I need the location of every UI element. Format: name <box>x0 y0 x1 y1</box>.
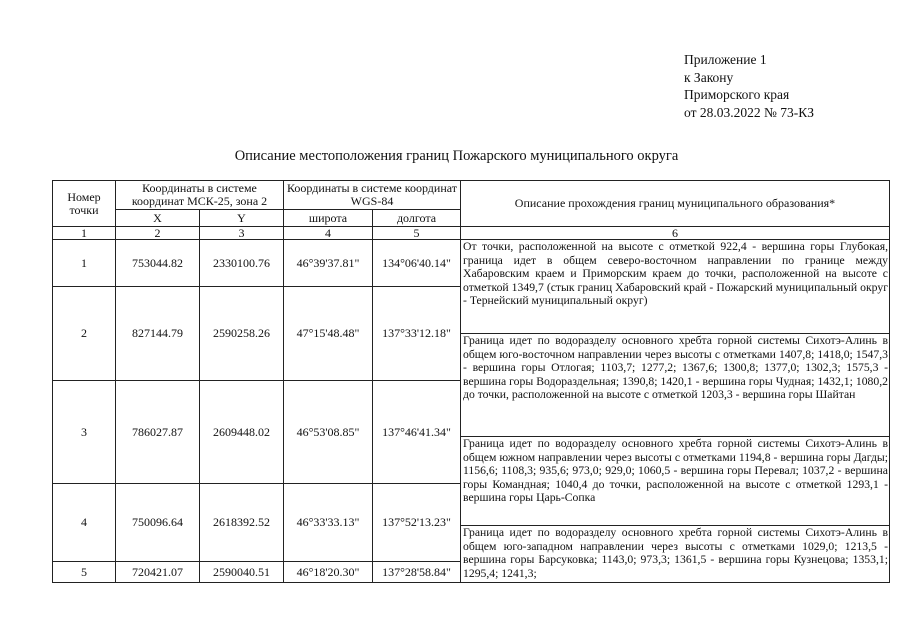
row-5-x: 720421.07 <box>115 561 200 583</box>
boundary-description-4 <box>460 525 890 583</box>
row-4-x: 750096.64 <box>115 483 200 562</box>
boundary-description-3 <box>460 436 890 526</box>
boundary-description-3-text: Граница идет по водоразделу основного хребта горной системы Сихотэ-Алинь в общем южном направлении через высоты с отметками 1194,8 - вершина горы Дагды; 1156,6; 1108,3; 935,6; 973,0; 929,0; 1060,5 - вершина горы Перевал; 1037,2 - вершина горы Командная; 1040,4 до точки, расположенной на высоте с отметкой 1293,1 - вершина горы Царь-Сопка <box>463 437 888 504</box>
row-5-longitude: 137°28'58.84" <box>372 561 461 583</box>
header-longitude: долгота <box>372 209 461 227</box>
boundary-description-2 <box>460 333 890 437</box>
row-2-x: 827144.79 <box>115 286 200 381</box>
row-3-longitude: 137°46'41.34" <box>372 380 461 484</box>
boundary-description-2-text: Граница идет по водоразделу основного хребта горной системы Сихотэ-Алинь в общем юго-восточном направлении через высоты с отметками 1407,8; 1418,0; 1547,3 - вершина горы Отлогая; 1103,7; 1277,2; 1367,6; 1300,8; 1377,0; 1302,3; 1575,3 - вершина горы Водораздельная; 1390,8; 1420,1 - вершина горы Чудная; 1432,1; 1080,2 до точки, расположенной на высоте с отметкой 1203,3 - вершина горы Шайтан <box>463 334 888 401</box>
header-number: Номер точки <box>52 180 116 227</box>
header-wgs-group: Координаты в системе координат WGS-84 <box>283 180 461 210</box>
header-y: Y <box>199 209 284 227</box>
row-2-y: 2590258.26 <box>199 286 284 381</box>
row-3-y: 2609448.02 <box>199 380 284 484</box>
column-number-2: 2 <box>115 226 200 240</box>
row-4-longitude: 137°52'13.23" <box>372 483 461 562</box>
row-1-longitude: 134°06'40.14" <box>372 239 461 287</box>
row-5-latitude: 46°18'20.30" <box>283 561 373 583</box>
row-2-number: 2 <box>52 286 116 381</box>
header-latitude: широта <box>283 209 373 227</box>
header-x: X <box>115 209 200 227</box>
row-5-number: 5 <box>52 561 116 583</box>
row-5-y: 2590040.51 <box>199 561 284 583</box>
annex-block <box>684 51 814 121</box>
annex-line-3: Приморского края <box>684 87 790 102</box>
boundary-description-4-text: Граница идет по водоразделу основного хребта горной системы Сихотэ-Алинь в общем юго-западном направлении через высоты с отметками 1029,0; 1213,5 - вершина горы Барсуковка; 1143,0; 973,3; 1361,5 - вершина горы Кузнецова; 1353,1; 1295,4; 1241,3; <box>463 526 888 580</box>
row-1-y: 2330100.76 <box>199 239 284 287</box>
row-4-latitude: 46°33'33.13" <box>283 483 373 562</box>
annex-line-1: Приложение 1 <box>684 52 767 67</box>
row-3-x: 786027.87 <box>115 380 200 484</box>
column-number-5: 5 <box>372 226 461 240</box>
row-3-latitude: 46°53'08.85" <box>283 380 373 484</box>
column-number-6: 6 <box>460 226 890 240</box>
row-4-y: 2618392.52 <box>199 483 284 562</box>
row-2-latitude: 47°15'48.48" <box>283 286 373 381</box>
header-description: Описание прохождения границ муниципального образования* <box>460 180 890 227</box>
document-title: Описание местоположения границ Пожарского муниципального округа <box>234 148 679 164</box>
row-2-longitude: 137°33'12.18" <box>372 286 461 381</box>
boundary-description-1 <box>460 239 890 334</box>
column-number-4: 4 <box>283 226 373 240</box>
row-1-number: 1 <box>52 239 116 287</box>
row-1-latitude: 46°39'37.81" <box>283 239 373 287</box>
row-4-number: 4 <box>52 483 116 562</box>
boundary-description-1-text: От точки, расположенной на высоте с отметкой 922,4 - вершина горы Глубокая, граница идет в общем северо-восточном направлении по границе между Хабаровским краем и Приморским краем до точки, расположенной на высоте с отметкой 1349,7 (стык границ Хабаровский край - Пожарский муниципальный округ - Тернейский муниципальный округ) <box>463 240 888 307</box>
row-3-number: 3 <box>52 380 116 484</box>
annex-line-4: от 28.03.2022 № 73-КЗ <box>684 104 814 120</box>
column-number-1: 1 <box>52 226 116 240</box>
annex-line-2: к Закону <box>684 69 734 85</box>
header-msk-group: Координаты в системе координат МСК-25, зона 2 <box>115 180 284 210</box>
column-number-3: 3 <box>199 226 284 240</box>
row-1-x: 753044.82 <box>115 239 200 287</box>
